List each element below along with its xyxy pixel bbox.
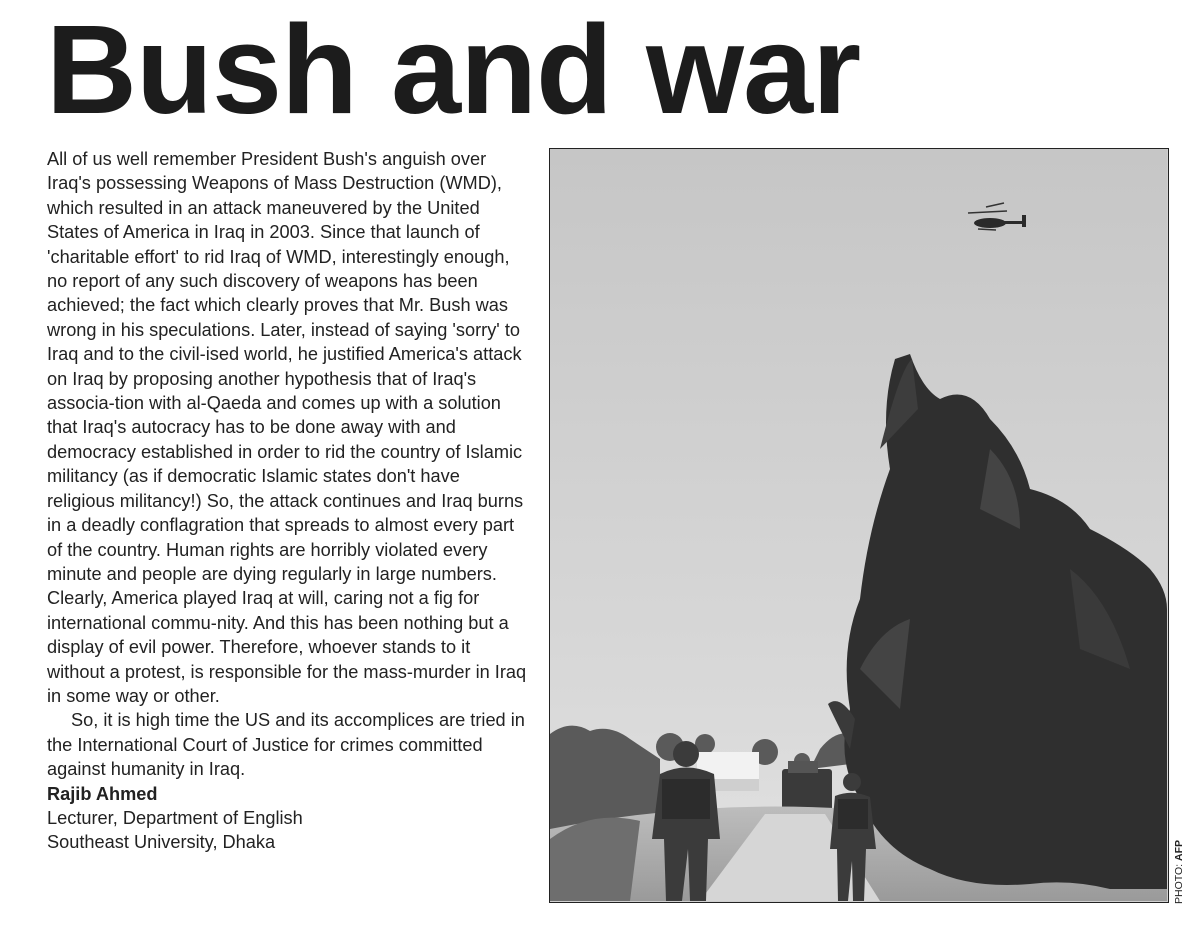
author-title: Lecturer, Department of English	[47, 807, 303, 828]
headline: Bush and war	[46, 0, 861, 140]
photo-credit-source: AFP	[1173, 840, 1185, 862]
author-name: Rajib Ahmed	[47, 783, 158, 804]
letter-paragraph: All of us well remember President Bush's anguish over Iraq's possessing Weapons of Mass Destruction (WMD), which resulted in an attack maneuvered by the United States of America in Iraq in 2003. Since that launch of 'charitable effort' to rid Iraq of WMD, interestingly enough, no report of any such discovery of weapons has been achieved; the fact which clearly proves that Mr. Bush was wrong in his speculations. Later, instead of saying 'sorry' to Iraq and to the civil-ised world, he justified America's attack on Iraq by proposing another hypothesis that of Iraq's associa-tion with al-Qaeda and comes up with a solution that Iraq's autocracy has to be done away with and democracy established in order to rid the country of Islamic militancy (as if democratic Islamic states don't have religious militancy!) So, the attack continues and Iraq burns in a deadly conflagration that spreads to almost every part of the country. Human rights are horribly violated every minute and people are dying regularly in large numbers. Clearly, America played Iraq at will, caring not a fig for international commu-nity. And this has been nothing but a display of evil power. Therefore, whoever stands to it without a protest, is responsible for the mass-murder in Iraq in some way or other.	[47, 149, 527, 706]
photo-credit-label: PHOTO:	[1173, 861, 1185, 904]
letter-body	[47, 147, 527, 855]
author-affiliation: Southeast University, Dhaka	[47, 832, 276, 853]
letter-paragraph: So, it is high time the US and its accomplices are tried in the International Court of Justice for crimes committed against humanity in Iraq.	[47, 710, 525, 780]
photo-credit	[1172, 842, 1186, 904]
news-photo	[549, 148, 1169, 903]
